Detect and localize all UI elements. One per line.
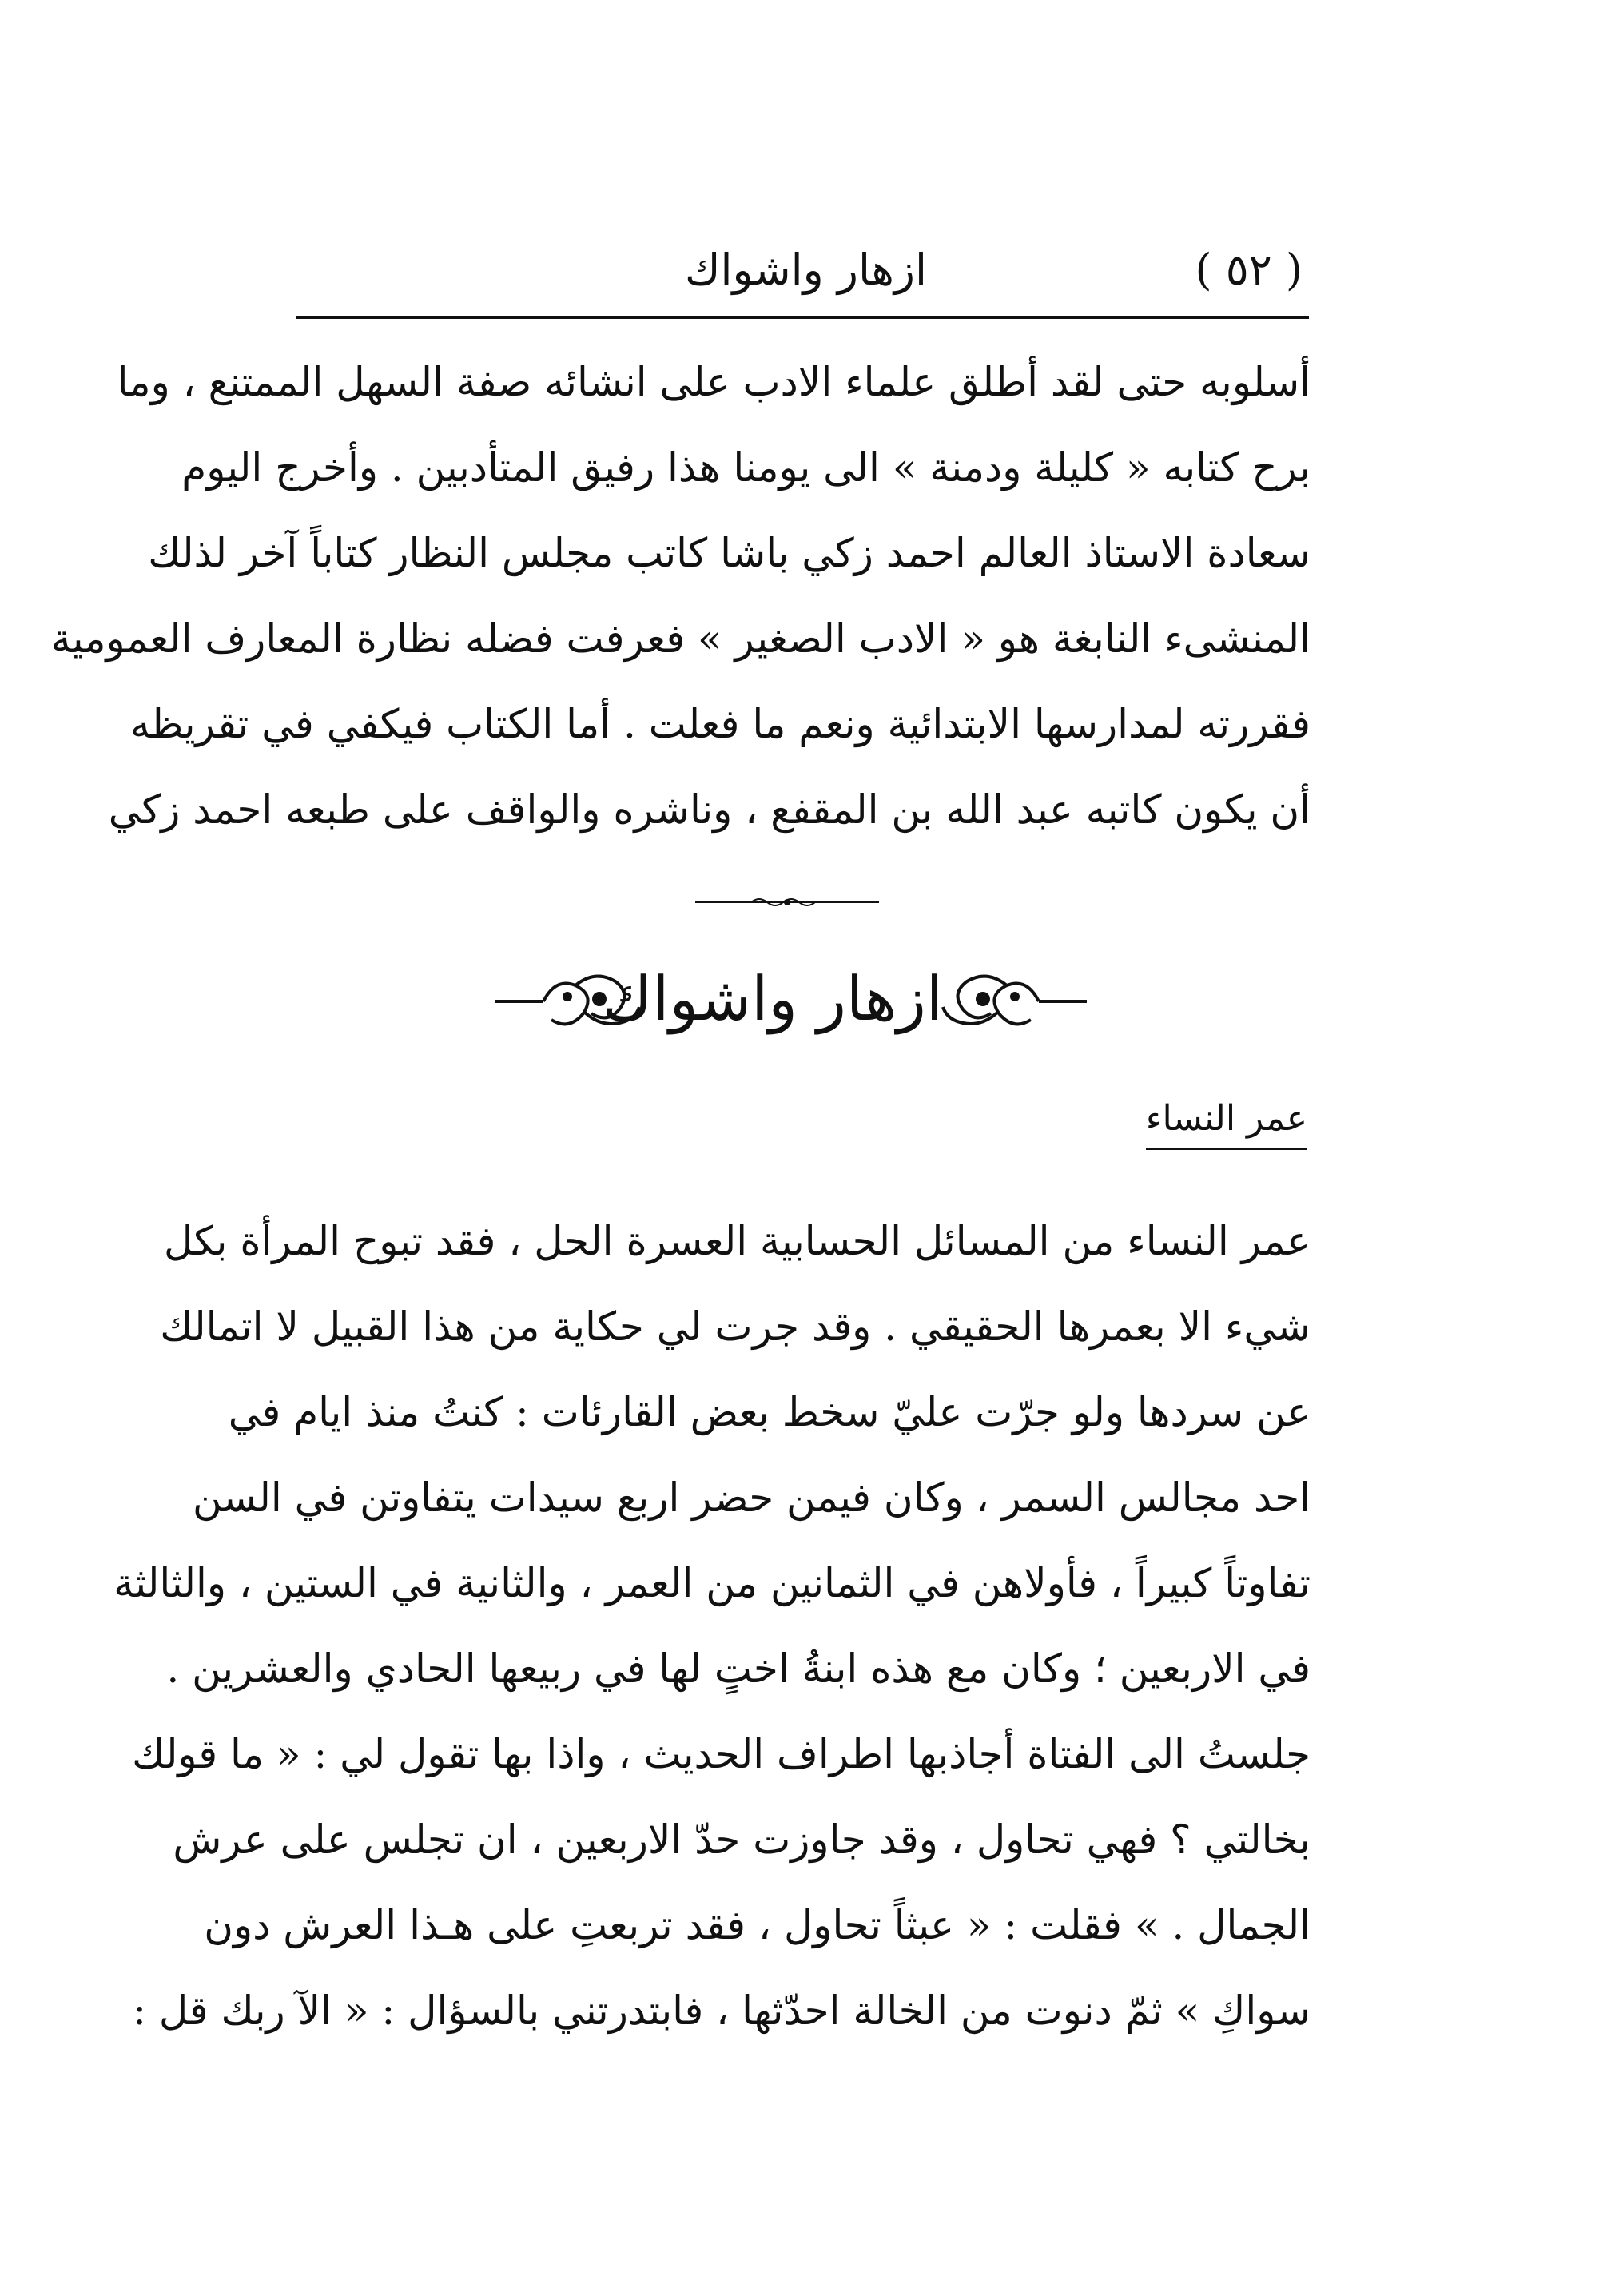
section-heading bbox=[487, 939, 1095, 1059]
flourish-right-icon bbox=[935, 939, 1095, 1059]
text-line: أن يكون كاتبه عبد الله بن المقفع ، وناشره والواقف على طبعه احمد زكي bbox=[108, 786, 1311, 833]
text-line: أسلوبه حتى لقد أطلق علماء الادب على انشائه صفة السهل الممتنع ، وما bbox=[117, 359, 1311, 405]
section-title: ازهار واشواك bbox=[602, 963, 943, 1034]
header-rule bbox=[296, 316, 1309, 319]
text-line: بخالتي ؟ فهي تحاول ، وقد جاوزت حدّ الاربعين ، ان تجلس على عرش bbox=[173, 1817, 1311, 1863]
text-line: برح كتابه « كليلة ودمنة » الى يومنا هذا رفيق المتأدبين . وأخرج اليوم bbox=[181, 444, 1311, 491]
text-line: المنشىء النابغة هو « الادب الصغير » فعرفت فضله نظارة المعارف العمومية bbox=[50, 615, 1311, 662]
text-line: فقررته لمدارسها الابتدائية ونعم ما فعلت . أما الكتاب فيكفي في تقريظه bbox=[129, 701, 1311, 747]
paragraph-continued bbox=[50, 340, 1311, 853]
text-line: في الاربعين ؛ وكان مع هذه ابنةُ اختٍ لها في ربيعها الحادي والعشرين . bbox=[166, 1645, 1311, 1692]
text-line: جلستُ الى الفتاة أجاذبها اطراف الحديث ، واذا بها تقول لي : « ما قولك bbox=[132, 1731, 1311, 1777]
page-number: ( ٥٢ ) bbox=[1195, 245, 1303, 295]
ornament-divider bbox=[695, 893, 879, 911]
text-line: احد مجالس السمر ، وكان فيمن حضر اربع سيدات يتفاوتن في السن bbox=[193, 1474, 1311, 1521]
text-line: سعادة الاستاذ العالم احمد زكي باشا كاتب مجلس النظار كتاباً آخر لذلك bbox=[148, 530, 1311, 576]
text-line: عمر النساء من المسائل الحسابية العسرة الحل ، فقد تبوح المرأة بكل bbox=[164, 1218, 1311, 1264]
page-header bbox=[296, 228, 1303, 316]
running-title: ازهار واشواك bbox=[685, 245, 927, 295]
text-line: عن سردها ولو جرّت عليّ سخط بعض القارئات : كنتُ منذ ايام في bbox=[228, 1389, 1311, 1435]
text-line: تفاوتاً كبيراً ، فأولاهن في الثمانين من العمر ، والثانية في الستين ، والثالثة bbox=[113, 1560, 1311, 1606]
subheading: عمر النساء bbox=[1146, 1095, 1307, 1150]
text-line: الجمال . » فقلت : « عبثاً تحاول ، فقد تربعتِ على هـذا العرش دون bbox=[204, 1902, 1311, 1948]
paragraph-main bbox=[113, 1199, 1311, 2054]
text-line: شيء الا بعمرها الحقيقي . وقد جرت لي حكاية من هذا القبيل لا اتمالك bbox=[160, 1303, 1311, 1350]
text-line: سواكِ » ثمّ دنوت من الخالة احدّثها ، فابتدرتني بالسؤال : « الآ ربك قل : bbox=[133, 1988, 1311, 2034]
